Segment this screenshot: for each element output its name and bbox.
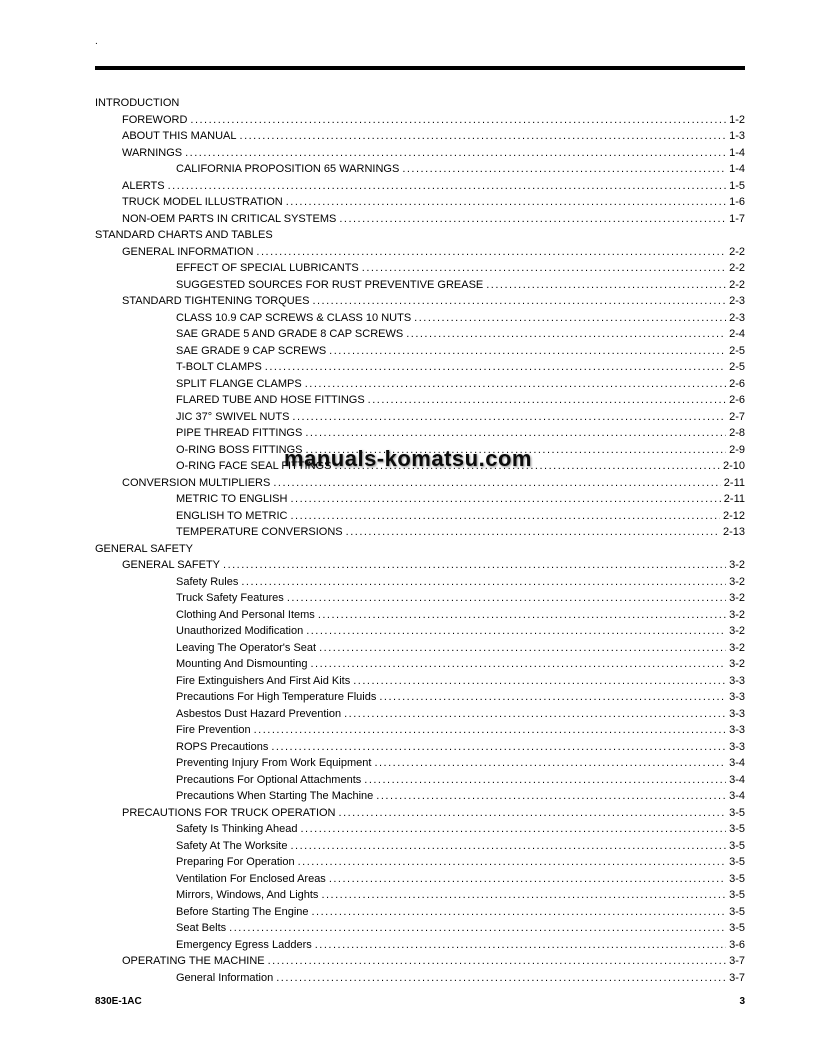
toc-entry-label: METRIC TO ENGLISH: [176, 493, 288, 505]
toc-entry: [95, 642, 745, 659]
toc-entry: [95, 163, 745, 180]
toc-entry-label: Seat Belts: [176, 922, 227, 934]
toc-entry: [95, 625, 745, 642]
toc-entry: [95, 180, 745, 197]
dot-leader: [329, 345, 726, 357]
toc-section-header: [95, 229, 745, 246]
toc-page-number: 3-5: [729, 922, 745, 934]
dot-leader: [379, 691, 726, 703]
toc-entry: [95, 213, 745, 230]
toc-page-number: 3-2: [729, 592, 745, 604]
toc-entry: [95, 757, 745, 774]
toc-entry-label: Truck Safety Features: [176, 592, 284, 604]
dot-leader: [305, 427, 726, 439]
toc-page-number: 3-5: [729, 889, 745, 901]
toc-entry-label: FOREWORD: [122, 113, 188, 126]
toc-entry-label: SAE GRADE 5 AND GRADE 8 CAP SCREWS: [176, 328, 404, 340]
toc-page-number: 3-4: [729, 790, 745, 802]
toc-entry-label: EFFECT OF SPECIAL LUBRICANTS: [176, 262, 359, 274]
toc-section-header: [95, 543, 745, 560]
toc-entry-label: Fire Extinguishers And First Aid Kits: [176, 674, 351, 687]
dot-leader: [286, 196, 726, 208]
dot-leader: [306, 625, 726, 637]
toc-entry: [95, 922, 745, 939]
dot-leader: [329, 873, 726, 885]
dot-leader: [414, 312, 726, 324]
toc-entry-label: INTRODUCTION: [95, 97, 180, 109]
toc-entry: [95, 856, 745, 873]
toc-entry-label: Mirrors, Windows, And Lights: [176, 889, 319, 901]
dot-leader: [290, 493, 720, 505]
page-top-mark: .: [95, 36, 98, 47]
toc-page-number: 2-2: [729, 245, 745, 258]
dot-leader: [290, 840, 726, 852]
dot-leader: [339, 213, 726, 225]
toc-entry: [95, 741, 745, 758]
toc-page-number: 2-12: [722, 509, 745, 522]
toc-entry-label: TEMPERATURE CONVERSIONS: [176, 526, 343, 538]
toc-entry: [95, 196, 745, 213]
toc-entry: [95, 906, 745, 923]
toc-entry-label: ALERTS: [122, 179, 165, 192]
toc-entry-label: Precautions For Optional Attachments: [176, 773, 362, 786]
dot-leader: [240, 130, 727, 142]
dot-leader: [306, 444, 727, 456]
toc-entry-label: O-RING FACE SEAL FITTINGS: [176, 460, 332, 472]
toc-entry: [95, 510, 745, 527]
dot-leader: [190, 114, 726, 126]
toc-page-number: 1-7: [729, 212, 745, 225]
toc-entry-label: Before Starting The Engine: [176, 905, 309, 918]
toc-entry-label: PRECAUTIONS FOR TRUCK OPERATION: [122, 806, 336, 819]
toc-page-number: 2-8: [729, 427, 745, 439]
toc-entry-label: FLARED TUBE AND HOSE FITTINGS: [176, 394, 365, 406]
dot-leader: [315, 939, 726, 951]
toc-entry-label: Emergency Egress Ladders: [176, 938, 312, 951]
toc-page-number: 3-2: [729, 559, 745, 571]
toc-entry: [95, 972, 745, 989]
footer-page-number: 3: [739, 996, 745, 1007]
toc-entry-label: Safety Is Thinking Ahead: [176, 823, 298, 835]
toc-entry-label: OPERATING THE MACHINE: [122, 955, 265, 967]
toc-entry: [95, 460, 745, 477]
toc-page-number: 3-2: [729, 658, 745, 670]
dot-leader: [298, 856, 726, 868]
toc-page-number: 1-4: [729, 146, 745, 159]
toc-page-number: 3-5: [729, 823, 745, 835]
toc-entry: [95, 790, 745, 807]
toc-entry: [95, 774, 745, 791]
toc-entry: [95, 114, 745, 131]
toc-entry: [95, 378, 745, 395]
toc-page-number: 3-5: [729, 872, 745, 885]
dot-leader: [402, 163, 726, 175]
dot-leader: [290, 510, 720, 522]
toc-entry: [95, 823, 745, 840]
toc-entry-label: Leaving The Operator's Seat: [176, 641, 317, 654]
toc-entry-label: Precautions When Starting The Machine: [176, 790, 374, 802]
toc-page-number: 1-3: [729, 130, 745, 142]
toc-entry-label: ABOUT THIS MANUAL: [122, 130, 237, 142]
toc-page-number: 3-7: [729, 955, 745, 967]
dot-leader: [406, 328, 726, 340]
toc-entry-label: CALIFORNIA PROPOSITION 65 WARNINGS: [176, 163, 400, 175]
toc-entry-label: Safety Rules: [176, 575, 239, 588]
dot-leader: [339, 807, 727, 819]
watermark-text: manuals-komatsu.com: [284, 446, 532, 471]
toc-entry-label: Precautions For High Temperature Fluids: [176, 691, 377, 703]
toc-entry: [95, 658, 745, 675]
toc-entry: [95, 724, 745, 741]
toc-page-number: 3-3: [729, 707, 745, 720]
dot-leader: [310, 658, 726, 670]
toc-entry-label: GENERAL SAFETY: [95, 542, 194, 555]
toc-page-number: 1-2: [729, 113, 745, 126]
dot-leader: [292, 411, 726, 423]
toc-entry-label: Preparing For Operation: [176, 856, 295, 868]
toc-entry-label: STANDARD TIGHTENING TORQUES: [122, 295, 310, 307]
toc-page-number: 2-3: [729, 295, 745, 307]
toc-entry: [95, 889, 745, 906]
toc-entry-label: Clothing And Personal Items: [176, 608, 315, 621]
toc-page-number: 3-4: [729, 757, 745, 769]
toc-page-number: 1-6: [729, 196, 745, 208]
toc-entry: [95, 394, 745, 411]
dot-leader: [271, 741, 726, 753]
toc-entry-label: Asbestos Dust Hazard Prevention: [176, 707, 342, 720]
dot-leader: [229, 922, 726, 934]
toc-entry: [95, 262, 745, 279]
toc-entry: [95, 411, 745, 428]
header-rule: [95, 66, 745, 70]
toc-entry: [95, 708, 745, 725]
toc-entry: [95, 295, 745, 312]
dot-leader: [254, 724, 727, 736]
toc-page-number: 2-4: [729, 328, 745, 340]
dot-leader: [319, 642, 726, 654]
dot-leader: [486, 279, 726, 291]
toc-entry: [95, 477, 745, 494]
toc-entry: [95, 807, 745, 824]
toc-entry-label: O-RING BOSS FITTINGS: [176, 443, 303, 456]
toc-entry-label: NON-OEM PARTS IN CRITICAL SYSTEMS: [122, 212, 337, 225]
toc-page-number: 3-5: [729, 856, 745, 868]
toc-page-number: 2-2: [729, 278, 745, 291]
toc-page-number: 2-2: [729, 262, 745, 274]
dot-leader: [185, 147, 726, 159]
toc-page-number: 2-5: [729, 361, 745, 373]
toc-entry-label: GENERAL INFORMATION: [122, 245, 254, 258]
toc-entry-label: CONVERSION MULTIPLIERS: [122, 476, 271, 489]
toc: [95, 97, 745, 988]
toc-page-number: 2-3: [729, 311, 745, 324]
toc-entry: [95, 328, 745, 345]
toc-entry: [95, 675, 745, 692]
toc-page-number: 3-3: [729, 724, 745, 736]
toc-page-number: 3-5: [729, 806, 745, 819]
toc-page-number: 2-7: [729, 410, 745, 423]
toc-entry: [95, 939, 745, 956]
toc-page-number: 2-10: [722, 460, 745, 472]
dot-leader: [364, 774, 726, 786]
dot-leader: [287, 592, 726, 604]
toc-entry: [95, 312, 745, 329]
dot-leader: [368, 394, 726, 406]
toc-page-number: 2-11: [723, 493, 745, 505]
toc-entry: [95, 246, 745, 263]
toc-entry: [95, 609, 745, 626]
toc-entry-label: Fire Prevention: [176, 724, 251, 736]
toc-entry-label: Ventilation For Enclosed Areas: [176, 872, 326, 885]
toc-entry-label: GENERAL SAFETY: [122, 559, 221, 571]
dot-leader: [353, 675, 726, 687]
toc-entry: [95, 559, 745, 576]
toc-page-number: 1-5: [729, 179, 745, 192]
toc-page-number: 2-6: [729, 394, 745, 406]
toc-page-number: 2-13: [722, 526, 745, 538]
toc-page-number: 3-5: [729, 839, 745, 852]
footer-model-number: 830E-1AC: [95, 996, 142, 1007]
toc-page-number: 3-2: [729, 608, 745, 621]
dot-leader: [273, 477, 720, 489]
dot-leader: [241, 576, 726, 588]
dot-leader: [376, 790, 726, 802]
toc-entry-label: Mounting And Dismounting: [176, 658, 308, 670]
toc-page-number: 2-5: [729, 344, 745, 357]
toc-page-number: 2-9: [729, 443, 745, 456]
toc-page-number: 3-2: [729, 625, 745, 637]
toc-page-number: 3-6: [729, 938, 745, 951]
toc-entry: [95, 444, 745, 461]
toc-page-number: 1-4: [729, 163, 745, 175]
toc-entry-label: Unauthorized Modification: [176, 625, 304, 637]
toc-entry-label: SAE GRADE 9 CAP SCREWS: [176, 344, 327, 357]
toc-entry-label: ROPS Precautions: [176, 740, 269, 753]
dot-leader: [268, 955, 726, 967]
toc-entry-label: General Information: [176, 971, 274, 984]
toc-entry-label: STANDARD CHARTS AND TABLES: [95, 229, 273, 241]
toc-entry: [95, 526, 745, 543]
toc-page-number: 3-3: [729, 691, 745, 703]
toc-page-number: 3-5: [729, 905, 745, 918]
dot-leader: [223, 559, 726, 571]
toc-entry: [95, 955, 745, 972]
toc-entry-label: Preventing Injury From Work Equipment: [176, 757, 372, 769]
toc-page-number: 3-2: [729, 641, 745, 654]
dot-leader: [346, 526, 720, 538]
toc-entry: [95, 576, 745, 593]
dot-leader: [168, 180, 727, 192]
toc-entry: [95, 147, 745, 164]
toc-entry-label: TRUCK MODEL ILLUSTRATION: [122, 196, 283, 208]
toc-entry-label: ENGLISH TO METRIC: [176, 509, 288, 522]
toc-entry: [95, 130, 745, 147]
toc-page-number: 3-2: [729, 575, 745, 588]
toc-entry: [95, 592, 745, 609]
dot-leader: [334, 460, 720, 472]
dot-leader: [344, 708, 726, 720]
toc-entry-label: Safety At The Worksite: [176, 839, 288, 852]
toc-entry: [95, 345, 745, 362]
toc-page-number: 3-7: [729, 971, 745, 984]
toc-entry: [95, 493, 745, 510]
toc-page-number: 2-6: [729, 377, 745, 390]
toc-entry: [95, 427, 745, 444]
toc-entry-label: PIPE THREAD FITTINGS: [176, 427, 303, 439]
toc-entry-label: SPLIT FLANGE CLAMPS: [176, 377, 302, 390]
toc-entry: [95, 840, 745, 857]
toc-section-header: [95, 97, 745, 114]
toc-entry-label: JIC 37° SWIVEL NUTS: [176, 410, 290, 423]
dot-leader: [312, 295, 726, 307]
dot-leader: [265, 361, 726, 373]
toc-entry: [95, 279, 745, 296]
toc-page-number: 3-3: [729, 674, 745, 687]
toc-page-number: 3-4: [729, 773, 745, 786]
dot-leader: [256, 246, 726, 258]
dot-leader: [305, 378, 726, 390]
toc-entry-label: SUGGESTED SOURCES FOR RUST PREVENTIVE GREASE: [176, 278, 484, 291]
toc-entry-label: CLASS 10.9 CAP SCREWS & CLASS 10 NUTS: [176, 311, 412, 324]
dot-leader: [362, 262, 726, 274]
toc-entry-label: WARNINGS: [122, 146, 183, 159]
toc-page-number: 3-3: [729, 740, 745, 753]
dot-leader: [374, 757, 726, 769]
toc-entry: [95, 873, 745, 890]
dot-leader: [318, 609, 726, 621]
toc-entry-label: T-BOLT CLAMPS: [176, 361, 262, 373]
dot-leader: [301, 823, 727, 835]
dot-leader: [312, 906, 727, 918]
toc-entry: [95, 691, 745, 708]
toc-entry: [95, 361, 745, 378]
toc-page-number: 2-11: [723, 476, 745, 489]
dot-leader: [321, 889, 726, 901]
dot-leader: [276, 972, 726, 984]
